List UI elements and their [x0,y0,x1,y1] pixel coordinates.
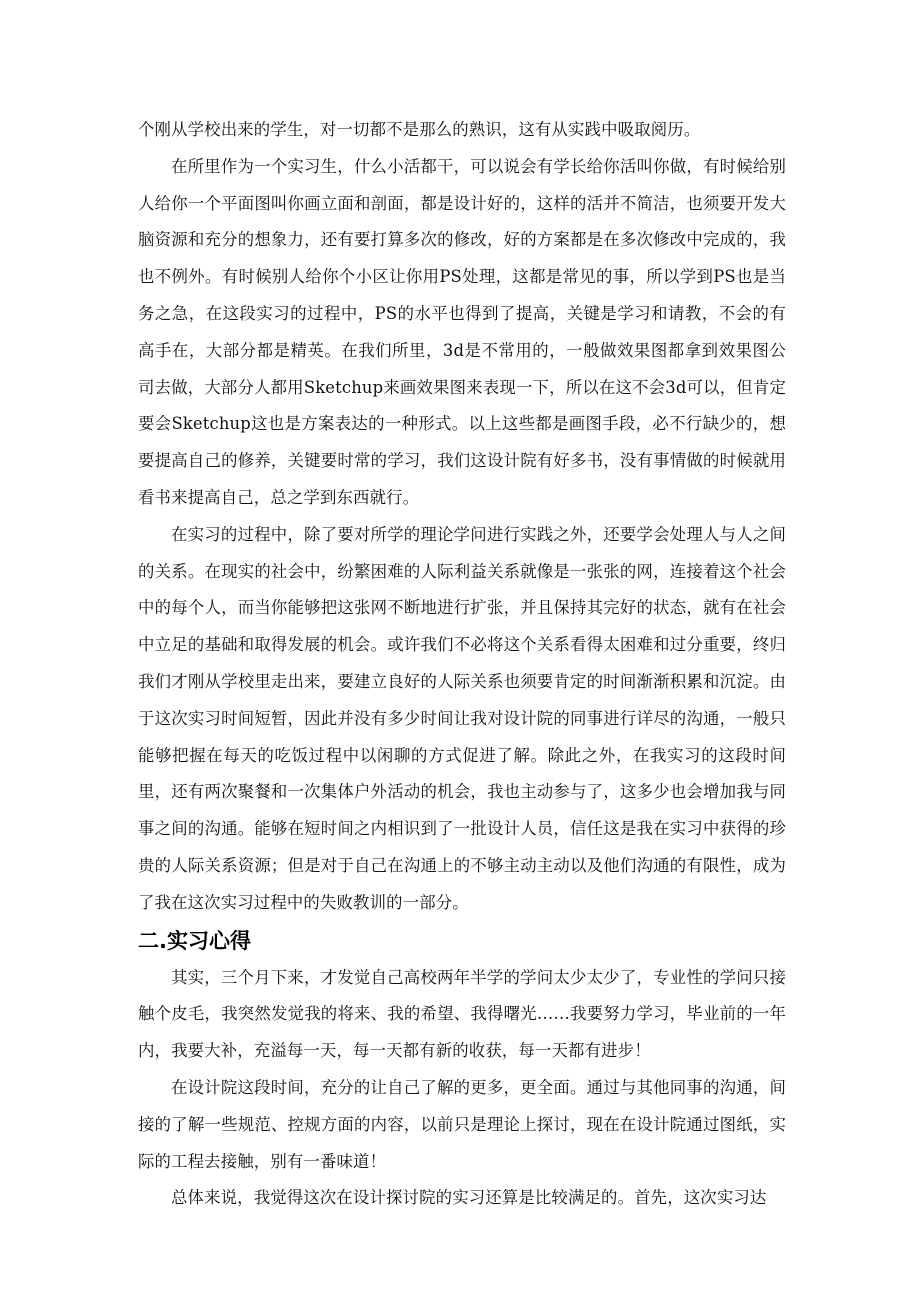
paragraph-drawing-work: 在所里作为一个实习生，什么小活都干，可以说会有学长给你活叫你做，有时候给别人给你一个平面图叫你画立面和剖面，都是设计好的，这样的活并不简洁，也须要开发大脑资源和充分的想象力，还有要打算多次的修改，好的方案都是在多次修改中完成的，我也不例外。有时候别人给你个小区让你用PS处理，这都是常见的事，所以学到PS也是当务之急，在这段实习的过程中，PS的水平也得到了提高，关键是学习和请教，不会的有高手在，大部分都是精英。在我们所里，3d是不常用的，一般做效果图都拿到效果图公司去做，大部分人都用Sketchup来画效果图来表现一下，所以在这不会3d可以，但肯定要会Sketchup这也是方案表达的一种形式。以上这些都是画图手段，必不行缺少的，想要提高自己的修养，关键要时常的学习，我们这设计院有好多书，没有事情做的时候就用看书来提高自己，总之学到东西就行。 [138,156,786,507]
paragraph-relationships: 在实习的过程中，除了要对所学的理论学问进行实践之外，还要学会处理人与人之间的关系。在现实的社会中，纷繁困难的人际利益关系就像是一张张的网，连接着这个社会中的每个人，而当你能够把这张网不断地进行扩张，并且保持其完好的状态，就有在社会中立足的基础和取得发展的机会。或许我们不必将这个关系看得太困难和过分重要，终归我们才刚从学校里走出来，要建立良好的人际关系也须要肯定的时间渐渐积累和沉淀。由于这次实习时间短暂，因此并没有多少时间让我对设计院的同事进行详尽的沟通，一般只能够把握在每天的吃饭过程中以闲聊的方式促进了解。除此之外，在我实习的这段时间里，还有两次聚餐和一次集体户外活动的机会，我也主动参与了，这多少也会增加我与同事之间的沟通。能够在短时间之内相识到了一批设计人员，信任这是我在实习中获得的珍贵的人际关系资源；但是对于自己在沟通上的不够主动主动以及他们沟通的有限性，成为了我在这次实习过程中的失败教训的一部分。 [138,524,786,912]
section-heading-internship-reflections: 二.实习心得 [138,928,251,953]
continuation-paragraph: 个刚从学校出来的学生，对一切都不是那么的熟识，这有从实践中吸取阅历。 [138,120,701,139]
paragraph-summary: 总体来说，我觉得这次在设计探讨院的实习还算是比较满足的。首先，这次实习达 [171,1188,767,1208]
paragraph-three-months: 其实，三个月下来，才发觉自己高校两年半学的学问太少太少了，专业性的学问只接触个皮毛，我突然发觉我的将来、我的希望、我得曙光……我要努力学习，毕业前的一年内，我要大补，充溢每一天，每一天都有新的收获，每一天都有进步！ [138,967,786,1061]
paragraph-design-institute: 在设计院这段时间，充分的让自己了解的更多，更全面。通过与其他同事的沟通，间接的了解一些规范、控规方面的内容，以前只是理论上探讨，现在在设计院通过图纸，实际的工程去接触，别有一番味道！ [138,1077,786,1171]
document-page [138,112,786,1217]
